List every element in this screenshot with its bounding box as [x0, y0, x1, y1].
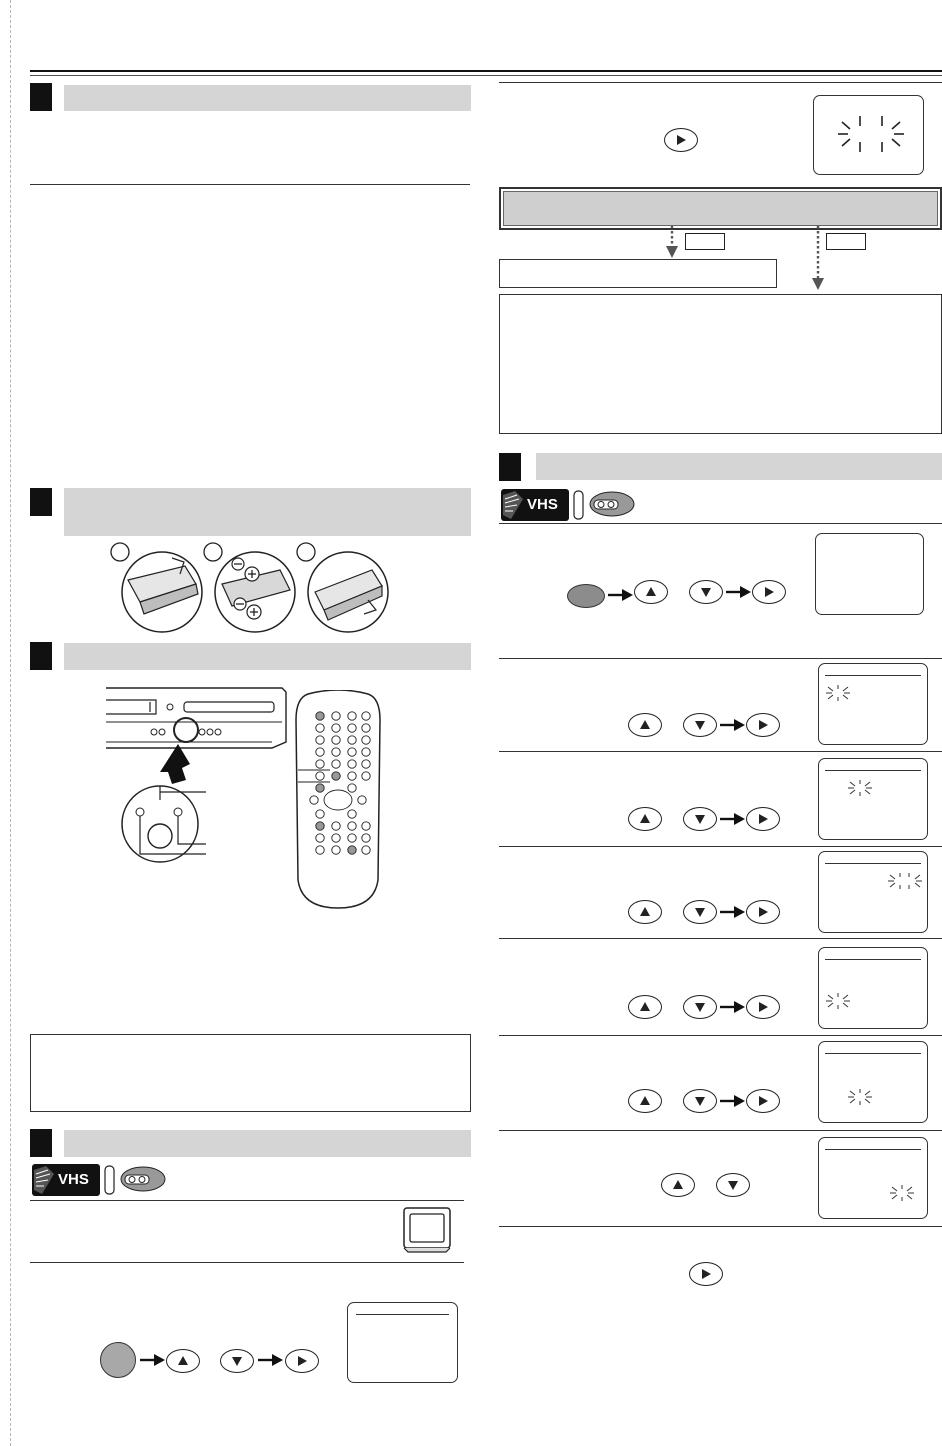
row-divider [499, 1035, 942, 1036]
section-number-box [30, 83, 52, 111]
section-header-bar [64, 643, 471, 670]
vcr-front-panel-icon [106, 686, 292, 868]
blink-indicator-icon [847, 1088, 873, 1106]
row-divider [30, 1262, 464, 1263]
play-button-icon[interactable] [746, 713, 780, 737]
menu-screen [818, 1041, 928, 1123]
section-divider [30, 184, 470, 185]
play-button-icon[interactable] [664, 128, 698, 152]
down-button-icon[interactable] [689, 580, 723, 604]
menu-screen-line [356, 1314, 449, 1315]
setup-button-icon[interactable] [100, 1342, 136, 1378]
label-box [685, 233, 725, 250]
blink-screen [813, 95, 924, 175]
menu-screen [818, 663, 928, 745]
arrow-right-icon [720, 905, 746, 919]
up-button-icon[interactable] [628, 713, 662, 737]
arrow-right-icon [720, 812, 746, 826]
dotted-arrow-down-icon [664, 226, 680, 260]
row-divider [499, 846, 942, 847]
up-button-icon[interactable] [166, 1349, 200, 1373]
menu-screen-line [825, 770, 921, 771]
section-header-bar [536, 453, 942, 480]
top-rule [30, 70, 942, 72]
section-header-bar [64, 1130, 471, 1157]
blink-indicator-icon [825, 992, 851, 1010]
arrow-right-icon [720, 718, 746, 732]
row-divider [499, 1226, 942, 1227]
row-divider [499, 938, 942, 939]
option-detail-box [499, 294, 942, 434]
menu-screen-line [825, 675, 921, 676]
arrow-right-icon [726, 585, 752, 599]
menu-screen [815, 533, 924, 615]
blink-indicator-icon [889, 1184, 915, 1202]
note-box [30, 1034, 471, 1112]
menu-screen-line [825, 1053, 921, 1054]
menu-screen-line [825, 863, 921, 864]
down-button-icon[interactable] [220, 1349, 254, 1373]
down-button-icon[interactable] [716, 1173, 750, 1197]
blink-indicator-icon [834, 112, 908, 156]
tv-icon [402, 1206, 452, 1254]
vhs-label: VHS [527, 496, 558, 513]
down-button-icon[interactable] [683, 807, 717, 831]
play-button-icon[interactable] [746, 995, 780, 1019]
section-header-bar [64, 85, 471, 111]
down-button-icon[interactable] [683, 1089, 717, 1113]
remote-control-icon [290, 690, 386, 912]
arrow-right-icon [258, 1353, 284, 1367]
label-box [826, 233, 866, 250]
play-button-icon[interactable] [752, 580, 786, 604]
section-number-box [30, 1129, 52, 1157]
play-button-icon[interactable] [746, 807, 780, 831]
play-button-icon[interactable] [746, 1089, 780, 1113]
option-box [499, 259, 777, 288]
up-button-icon[interactable] [628, 1089, 662, 1113]
vhs-label: VHS [58, 1171, 89, 1188]
margin-dashed-line [10, 0, 11, 1446]
down-button-icon[interactable] [683, 995, 717, 1019]
row-divider [499, 1130, 942, 1131]
highlight-banner [499, 187, 942, 230]
arrow-right-icon [720, 1094, 746, 1108]
row-divider [499, 658, 942, 659]
row-divider [499, 82, 942, 83]
up-button-icon[interactable] [661, 1173, 695, 1197]
section-number-box [30, 488, 52, 516]
tape-badge-icon [103, 1164, 167, 1196]
blink-indicator-icon [887, 872, 923, 890]
blink-indicator-icon [825, 684, 851, 702]
menu-screen-line [825, 959, 921, 960]
section-header-bar [64, 488, 471, 536]
setup-button-icon[interactable] [567, 584, 605, 608]
up-button-icon[interactable] [628, 900, 662, 924]
dotted-arrow-down-icon [810, 226, 826, 294]
blink-indicator-icon [847, 779, 873, 797]
section-number-box [30, 642, 52, 670]
play-button-icon[interactable] [746, 900, 780, 924]
battery-step-icon [110, 540, 400, 636]
row-divider [30, 1200, 464, 1201]
vhs-badge-icon [32, 1164, 100, 1196]
up-button-icon[interactable] [628, 807, 662, 831]
section-number-box [499, 453, 521, 481]
menu-screen [818, 1137, 928, 1219]
up-button-icon[interactable] [634, 580, 668, 604]
menu-screen [347, 1302, 458, 1383]
up-button-icon[interactable] [628, 995, 662, 1019]
tape-badge-icon [572, 489, 636, 521]
down-button-icon[interactable] [683, 713, 717, 737]
arrow-right-icon [720, 1000, 746, 1014]
menu-screen-line [825, 1149, 921, 1150]
row-divider [499, 523, 942, 524]
menu-screen [818, 758, 928, 840]
row-divider [499, 751, 942, 752]
down-button-icon[interactable] [683, 900, 717, 924]
vhs-badge-icon [501, 489, 569, 521]
arrow-right-icon [608, 588, 634, 602]
top-rule-thin [30, 75, 942, 76]
menu-screen [818, 851, 928, 933]
menu-screen [818, 947, 928, 1029]
play-button-icon[interactable] [689, 1262, 723, 1286]
play-button-icon[interactable] [285, 1349, 319, 1373]
arrow-right-icon [140, 1353, 166, 1367]
